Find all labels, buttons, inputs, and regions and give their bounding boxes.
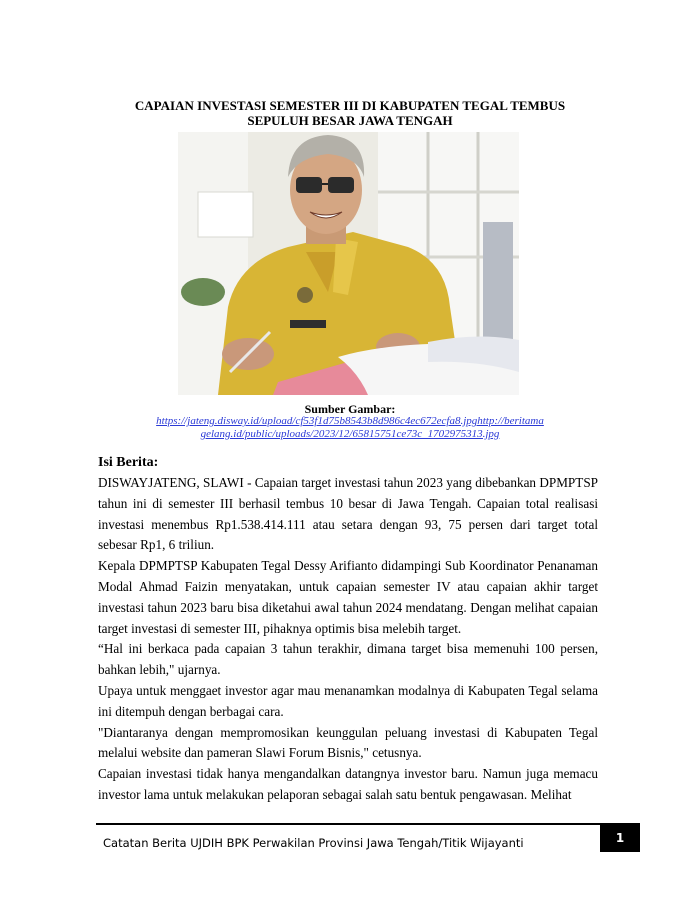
- body-paragraph: Capaian investasi tidak hanya mengandalkan datangnya investor baru. Namun juga memacu investor lama untuk melakukan pelaporan sebagai salah satu bentuk pengawasan. Melihat: [98, 766, 598, 802]
- article-body: [98, 473, 598, 806]
- body-paragraph: Kepala DPMPTSP Kabupaten Tegal Dessy Arifianto didampingi Sub Koordinator Penanaman Modal Ahmad Faizin menyatakan, untuk capaian semester IV atau capaian akhir target investasi tahun 2023 baru bisa diketahui awal tahun 2024 mendatang. Dengan melihat capaian target investasi di semester III, pihaknya optimis bisa melebih target.: [98, 558, 598, 636]
- body-paragraph: Upaya untuk menggaet investor agar mau menanamkan modalnya di Kabupaten Tegal selama ini ditempuh dengan berbagai cara.: [98, 682, 598, 719]
- article-photo-illustration: [178, 132, 519, 395]
- image-source-link-line2[interactable]: gelang.id/public/uploads/2023/12/65815751ce73c_1702975313.jpg: [200, 428, 500, 440]
- image-source-link-line1[interactable]: https://jateng.disway.id/upload/cf53f1d75b8543b8d986c4ec672ecfa8.jpghttp://beritama: [156, 415, 544, 427]
- body-paragraph: DISWAYJATENG, SLAWI - Capaian target investasi tahun 2023 yang dibebankan DPMPTSP tahun ini di semester III berhasil tembus 10 besar di Jawa Tengah. Capaian total realisasi investasi menembus Rp1.538.414.111 atau setara dengan 93, 75 persen dari target total sebesar Rp1, 6 triliun.: [98, 475, 598, 553]
- page-number: 1: [600, 825, 640, 852]
- image-caption-label: Sumber Gambar:: [304, 402, 396, 416]
- article-title-line1: CAPAIAN INVESTASI SEMESTER III DI KABUPATEN TEGAL TEMBUS: [134, 98, 566, 113]
- footer-divider: [96, 823, 640, 825]
- body-paragraph: “Hal ini berkaca pada capaian 3 tahun terakhir, dimana target bisa memenuhi 100 persen, bahkan lebih," ujarnya.: [98, 641, 598, 678]
- article-title-line2: SEPULUH BESAR JAWA TENGAH: [247, 113, 453, 128]
- image-source-link[interactable]: [90, 415, 610, 441]
- body-paragraph: "Diantaranya dengan mempromosikan keunggulan peluang investasi di Kabupaten Tegal melalui website dan pameran Slawi Forum Bisnis," cetusnya.: [98, 724, 598, 761]
- article-photo: [178, 132, 519, 395]
- section-heading: Isi Berita:: [98, 455, 159, 470]
- article-title: [90, 98, 610, 128]
- footer-text: Catatan Berita UJDIH BPK Perwakilan Provinsi Jawa Tengah/Titik Wijayanti: [103, 836, 524, 850]
